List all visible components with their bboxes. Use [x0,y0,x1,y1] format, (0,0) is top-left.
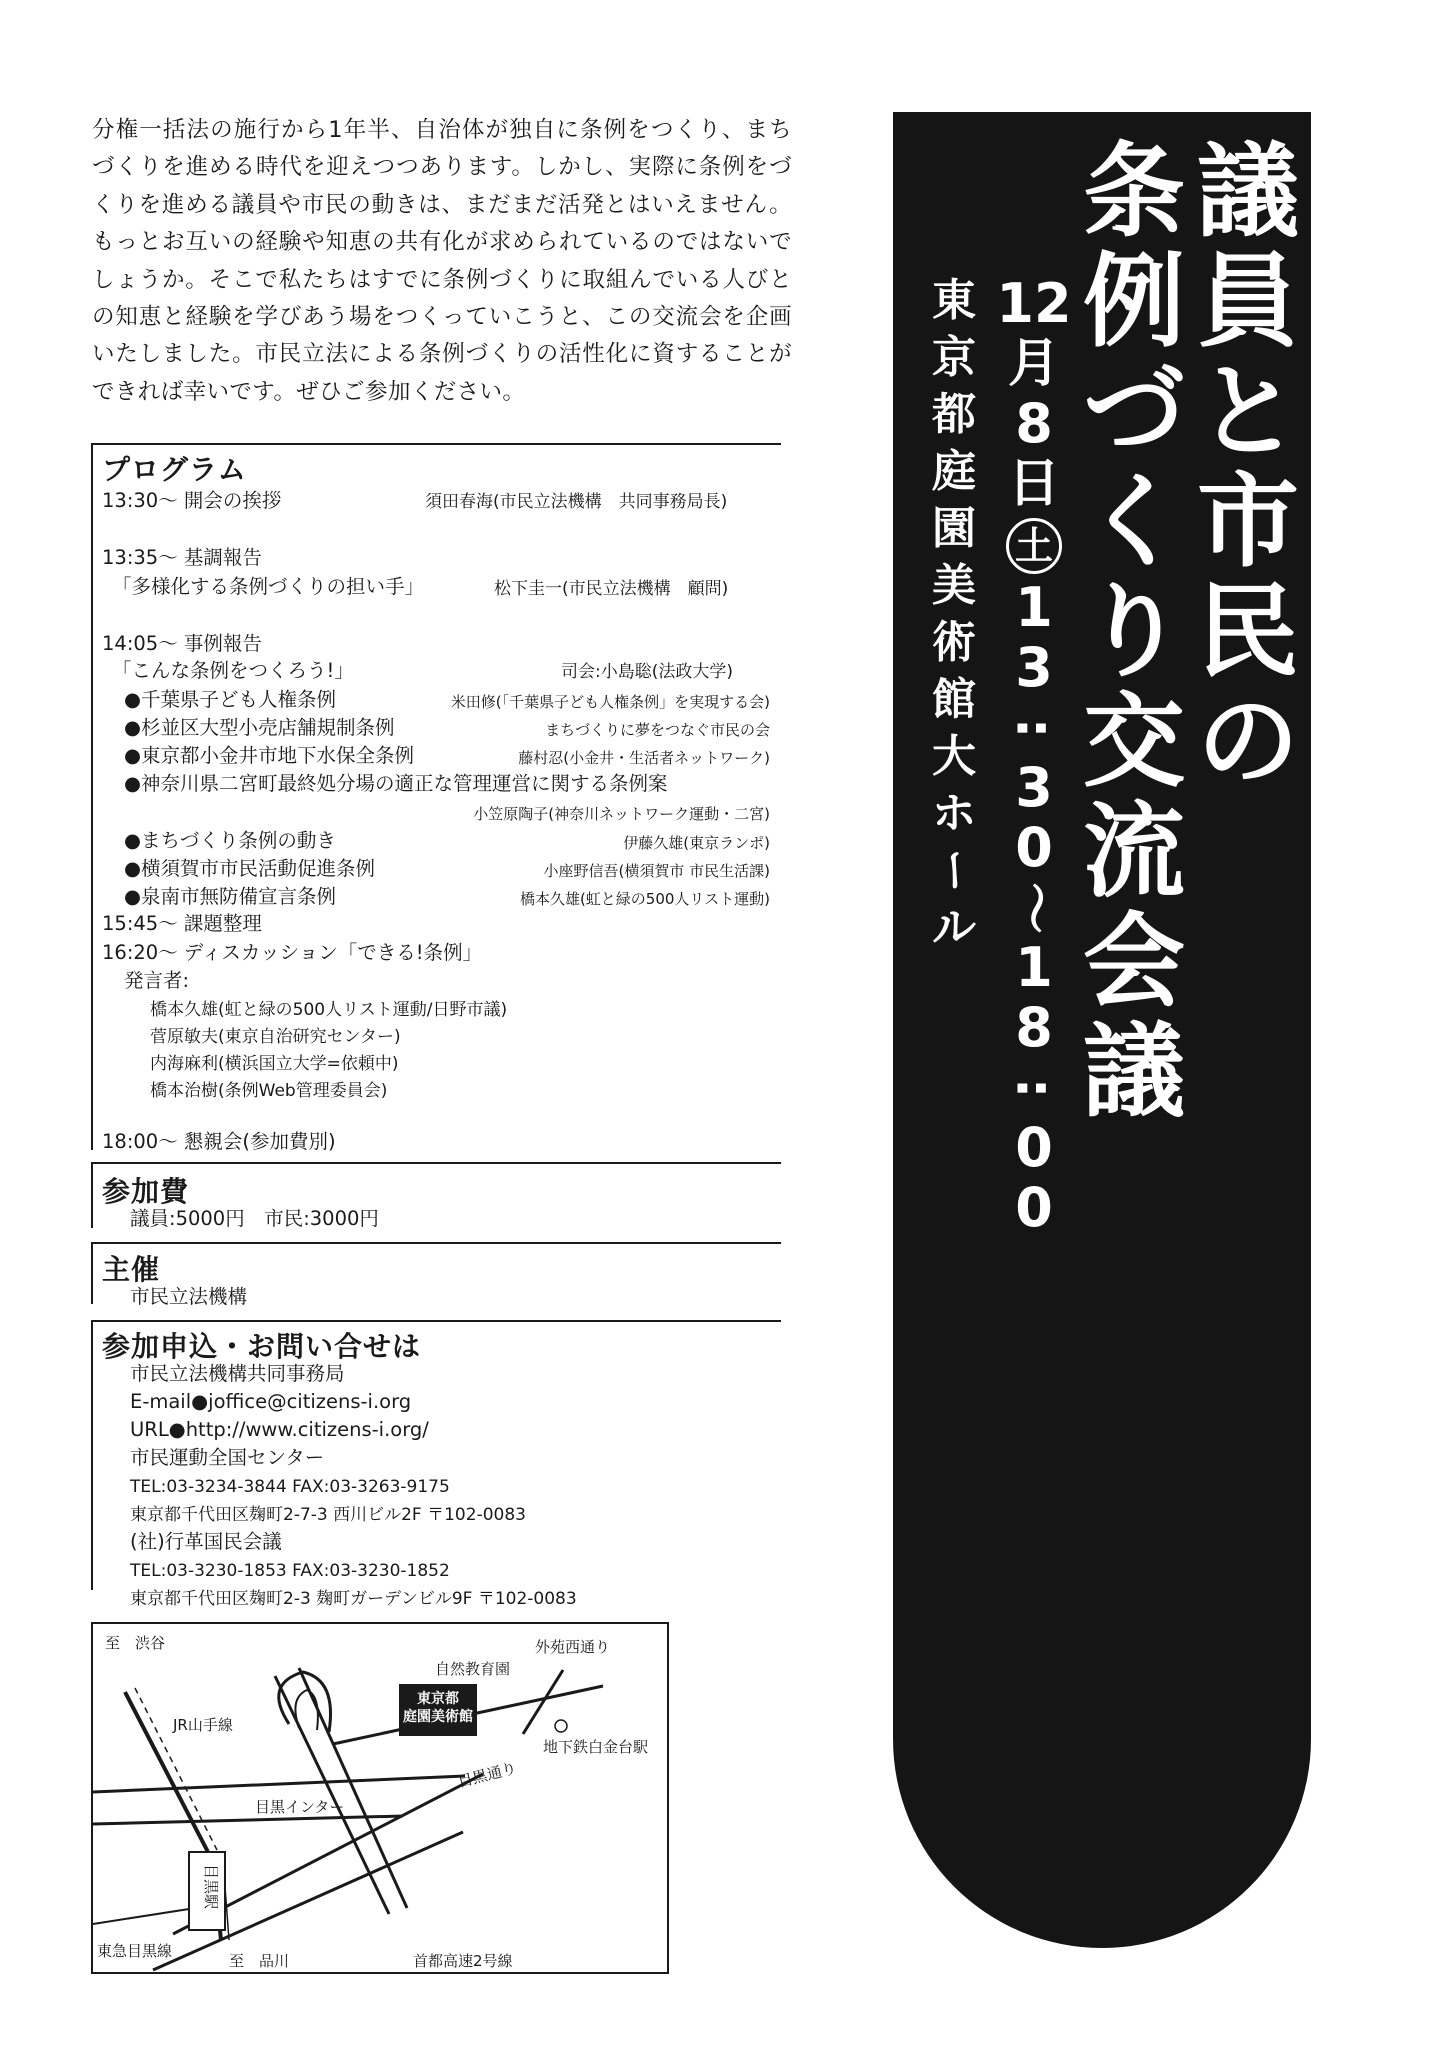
speaker-item: 橋本久雄(虹と緑の500人リスト運動/日野市議) [150,1000,508,1020]
contact-org3: (社)行革国民会議 [130,1530,282,1553]
case-name: ●横須賀市市民活動促進条例 [124,857,376,880]
access-map [91,1622,669,1974]
banner-char: 民 [1197,573,1299,692]
venue-char: 術 [932,617,976,668]
case-presenter: 小座野信吾(横須賀市 市民生活課) [543,862,770,880]
fee-heading: 参加費 [102,1175,190,1208]
case-presenter: 米田修(「千葉県子ども人権条例」を実現する会) [450,693,770,711]
program-left-rule [91,445,93,1150]
time-char: 3 [1015,636,1053,699]
venue-char: 庭 [932,446,976,497]
map-expressway: 首都高速2号線 [413,1952,513,1970]
venue-char: 館 [932,674,976,725]
banner-char: づ [1083,353,1185,472]
host-text: 市民立法機構 [130,1285,248,1308]
summary-time: 15:45〜 課題整理 [102,912,262,935]
opening-time: 13:30〜 開会の挨拶 [102,489,282,512]
contact-org2-tel: TEL:03-3234-3844 FAX:03-3263-9175 [130,1477,450,1497]
fee-top-rule [91,1162,781,1164]
venue-char: 園 [932,503,976,554]
venue-char: ホ [932,788,976,839]
weekday-badge: 土 [1006,518,1062,574]
speakers-label: 発言者: [124,969,190,992]
time-char: : [1003,1077,1064,1099]
museum-marker [399,1684,477,1736]
contact-heading: 参加申込・お問い合せは [102,1330,422,1363]
banner-char: と [1197,353,1299,472]
map-meguro-dori: 目黒通り [455,1758,519,1791]
time-char: : [1003,717,1064,739]
case-name: ●神奈川県二宮町最終処分場の適正な管理運営に関する条例案 [124,772,668,795]
banner-char: 会 [1083,903,1185,1022]
fee-left-rule [91,1164,93,1228]
time-char: 1 [1015,936,1053,999]
map-to-shibuya: 至 渋谷 [105,1634,166,1652]
date-char: 8 [1015,392,1053,455]
map-meguro-station: 目黒駅 [202,1863,221,1910]
venue-char: 大 [932,731,976,782]
venue-char: 東 [932,275,976,326]
contact-org2-addr: 東京都千代田区麹町2-7-3 西川ビル2F 〒102-0083 [130,1505,526,1525]
venue-char: ル [932,902,976,953]
banner-char: 議 [1197,133,1299,252]
contact-org3-addr: 東京都千代田区麹町2-3 麹町ガーデンビル9F 〒102-0083 [130,1589,577,1609]
banner-char: 交 [1083,683,1185,802]
case-presenter: 藤村忍(小金井・生活者ネットワーク) [518,749,770,767]
contact-org1: 市民立法機構共同事務局 [130,1362,345,1385]
map-gaien: 外苑西通り [535,1638,611,1656]
speaker-item: 橋本治樹(条例Web管理委員会) [150,1081,388,1101]
banner-char: 条 [1083,133,1185,252]
title-line-1 [1193,133,1303,802]
date-char: 日 [1007,454,1060,514]
case-name: ●千葉県子ども人権条例 [124,688,337,711]
banner-char: 例 [1083,243,1185,362]
keynote-speaker: 松下圭一(市民立法機構 顧問) [494,579,729,599]
time-char: 3 [1015,756,1053,819]
contact-url[interactable]: URL●http://www.citizens-i.org/ [130,1418,429,1441]
banner-char: 市 [1197,463,1299,582]
banner-char: の [1197,683,1299,802]
opening-speaker: 須田春海(市民立法機構 共同事務局長) [425,492,728,512]
program-heading: プログラム [102,453,247,486]
case-presenter: 橋本久雄(虹と緑の500人リスト運動) [519,890,770,908]
contact-email[interactable]: E-mail●joffice@citizens-i.org [130,1390,412,1413]
contact-left-rule [91,1322,93,1590]
map-to-shinagawa: 至 品川 [229,1952,290,1970]
map-meguro-ic: 目黒インター [255,1798,345,1816]
case-presenter: まちづくりに夢をつなぐ市民の会 [545,721,770,739]
keynote-title: 「多様化する条例づくりの担い手」 [112,575,425,598]
banner-char: 議 [1083,1013,1185,1132]
time-char: 8 [1015,996,1053,1059]
case-name: ●東京都小金井市地下水保全条例 [124,744,415,767]
venue-char: 美 [932,560,976,611]
banner-char: く [1083,463,1185,582]
map-drawing [93,1624,667,1972]
venue-char: 京 [932,332,976,383]
date-char: 12 [996,272,1072,335]
case-name: ●泉南市無防備宣言条例 [124,885,337,908]
keynote-time: 13:35〜 基調報告 [102,546,262,569]
time-char: 〜 [1003,881,1064,935]
venue-char: 都 [932,389,976,440]
time-char: 0 [1015,816,1053,879]
title-banner [893,112,1311,1948]
museum-label-2: 庭園美術館 [403,1709,473,1725]
program-top-rule [91,443,781,445]
map-jr-yamanote: JR山手線 [173,1716,233,1734]
time-char: 1 [1015,576,1053,639]
contact-org2: 市民運動全国センター [130,1446,325,1469]
host-left-rule [91,1244,93,1304]
map-shizen: 自然教育園 [435,1660,511,1678]
case-name: ●まちづくり条例の動き [124,829,336,852]
intro-paragraph: 分権一括法の施行から1年半、自治体が独自に条例をつくり、まちづくりを進める時代を迎えつつあります。しかし、実際に条例をづくりを進める議員や市民の動きは、まだまだ活発とはいえません。もっとお互いの経験や知恵の共有化が求められているのではないでしょうか。そこで私たちはすでに条例づくりに取組んでいる人びとの知恵と経験を学びあう場をつくっていこうと、この交流会を企画いたしました。市民立法による条例づくりの活性化に資することができれば幸いです。ぜひご参加ください。 [92,117,792,405]
map-tokyu: 東急目黒線 [97,1942,173,1960]
date-char: 月 [1007,334,1060,394]
case-presenter: 小笠原陶子(神奈川ネットワーク運動・二宮) [473,805,770,823]
party-time: 18:00〜 懇親会(参加費別) [102,1130,336,1153]
museum-label-1: 東京都 [417,1691,459,1707]
speaker-item: 菅原敏夫(東京自治研究センター) [150,1027,401,1047]
contact-org3-tel: TEL:03-3230-1853 FAX:03-3230-1852 [130,1561,450,1581]
event-datetime [997,274,1071,1238]
time-char: 0 [1015,1176,1053,1239]
cases-chair: 司会:小島聡(法政大学) [561,662,733,682]
discussion-time: 16:20〜 ディスカッション「できる!条例」 [102,941,483,964]
case-presenter: 伊藤久雄(東京ランポ) [623,834,770,852]
title-line-2 [1079,133,1189,1132]
banner-char: 員 [1197,243,1299,362]
time-char: 0 [1015,1116,1053,1179]
cases-title: 「こんな条例をつくろう!」 [112,659,354,682]
banner-char: 流 [1083,793,1185,912]
contact-top-rule [91,1320,781,1322]
host-top-rule [91,1242,781,1244]
speaker-item: 内海麻利(横浜国立大学=依頼中) [150,1054,399,1074]
banner-char: り [1083,573,1185,692]
event-venue [923,272,985,956]
host-heading: 主催 [102,1253,161,1286]
map-shirokanedai: 地下鉄白金台駅 [543,1738,649,1756]
fee-text: 議員:5000円 市民:3000円 [130,1207,379,1230]
venue-char: ー [928,848,980,893]
case-name: ●杉並区大型小売店舗規制条例 [124,716,395,739]
cases-time: 14:05〜 事例報告 [102,632,262,655]
